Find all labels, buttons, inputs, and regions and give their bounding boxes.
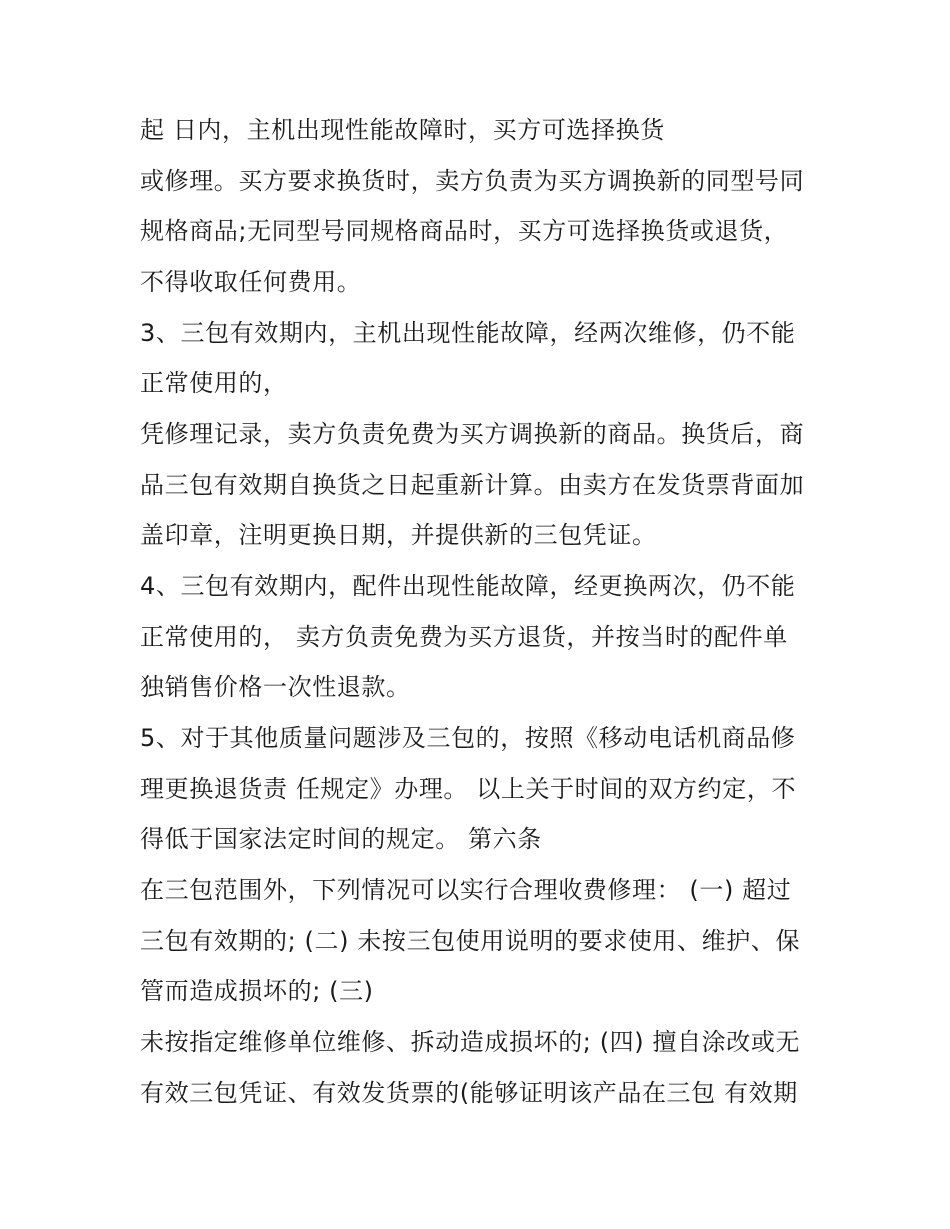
text-line: 凭修理记录，卖方负责免费为买方调换新的商品。换货后，商 — [140, 420, 805, 448]
text-line: 独销售价格一次性退款。 — [140, 673, 411, 701]
text-line: 盖印章，注明更换日期，并提供新的三包凭证。 — [140, 521, 657, 549]
text-line: 不得收取任何费用。 — [140, 268, 362, 296]
text-line: 有效三包凭证、有效发货票的(能够证明该产品在三包 有效期 — [140, 1079, 798, 1107]
text-line: 品三包有效期自换货之日起重新计算。由卖方在发货票背面加 — [140, 471, 805, 499]
text-line: 4、三包有效期内，配件出现性能故障，经更换两次，仍不能 — [140, 572, 796, 600]
text-line: 得低于国家法定时间的规定。 第六条 — [140, 825, 542, 853]
text-line: 3、三包有效期内，主机出现性能故障，经两次维修，仍不能 — [140, 319, 796, 347]
text-line: 规格商品;无同型号同规格商品时，买方可选择换货或退货， — [140, 217, 789, 245]
text-line: 正常使用的， — [140, 369, 288, 397]
text-line: 5、对于其他质量问题涉及三包的，按照《移动电话机商品修 — [140, 724, 796, 752]
text-line: 管而造成损坏的; (三) — [140, 977, 374, 1005]
text-line: 或修理。买方要求换货时，卖方负责为买方调换新的同型号同 — [140, 167, 805, 195]
text-line: 在三包范围外，下列情况可以实行合理收费修理： (一) 超过 — [140, 876, 792, 904]
text-line: 理更换退货责 任规定》办理。 以上关于时间的双方约定，不 — [140, 775, 797, 803]
text-line: 起 日内，主机出现性能故障时，买方可选择换货 — [140, 116, 665, 144]
text-line: 正常使用的， 卖方负责免费为买方退货，并按当时的配件单 — [140, 623, 788, 651]
text-line: 未按指定维修单位维修、拆动造成损坏的; (四) 擅自涂改或无 — [140, 1028, 801, 1056]
text-line: 三包有效期的; (二) 未按三包使用说明的要求使用、维护、保 — [140, 927, 801, 955]
